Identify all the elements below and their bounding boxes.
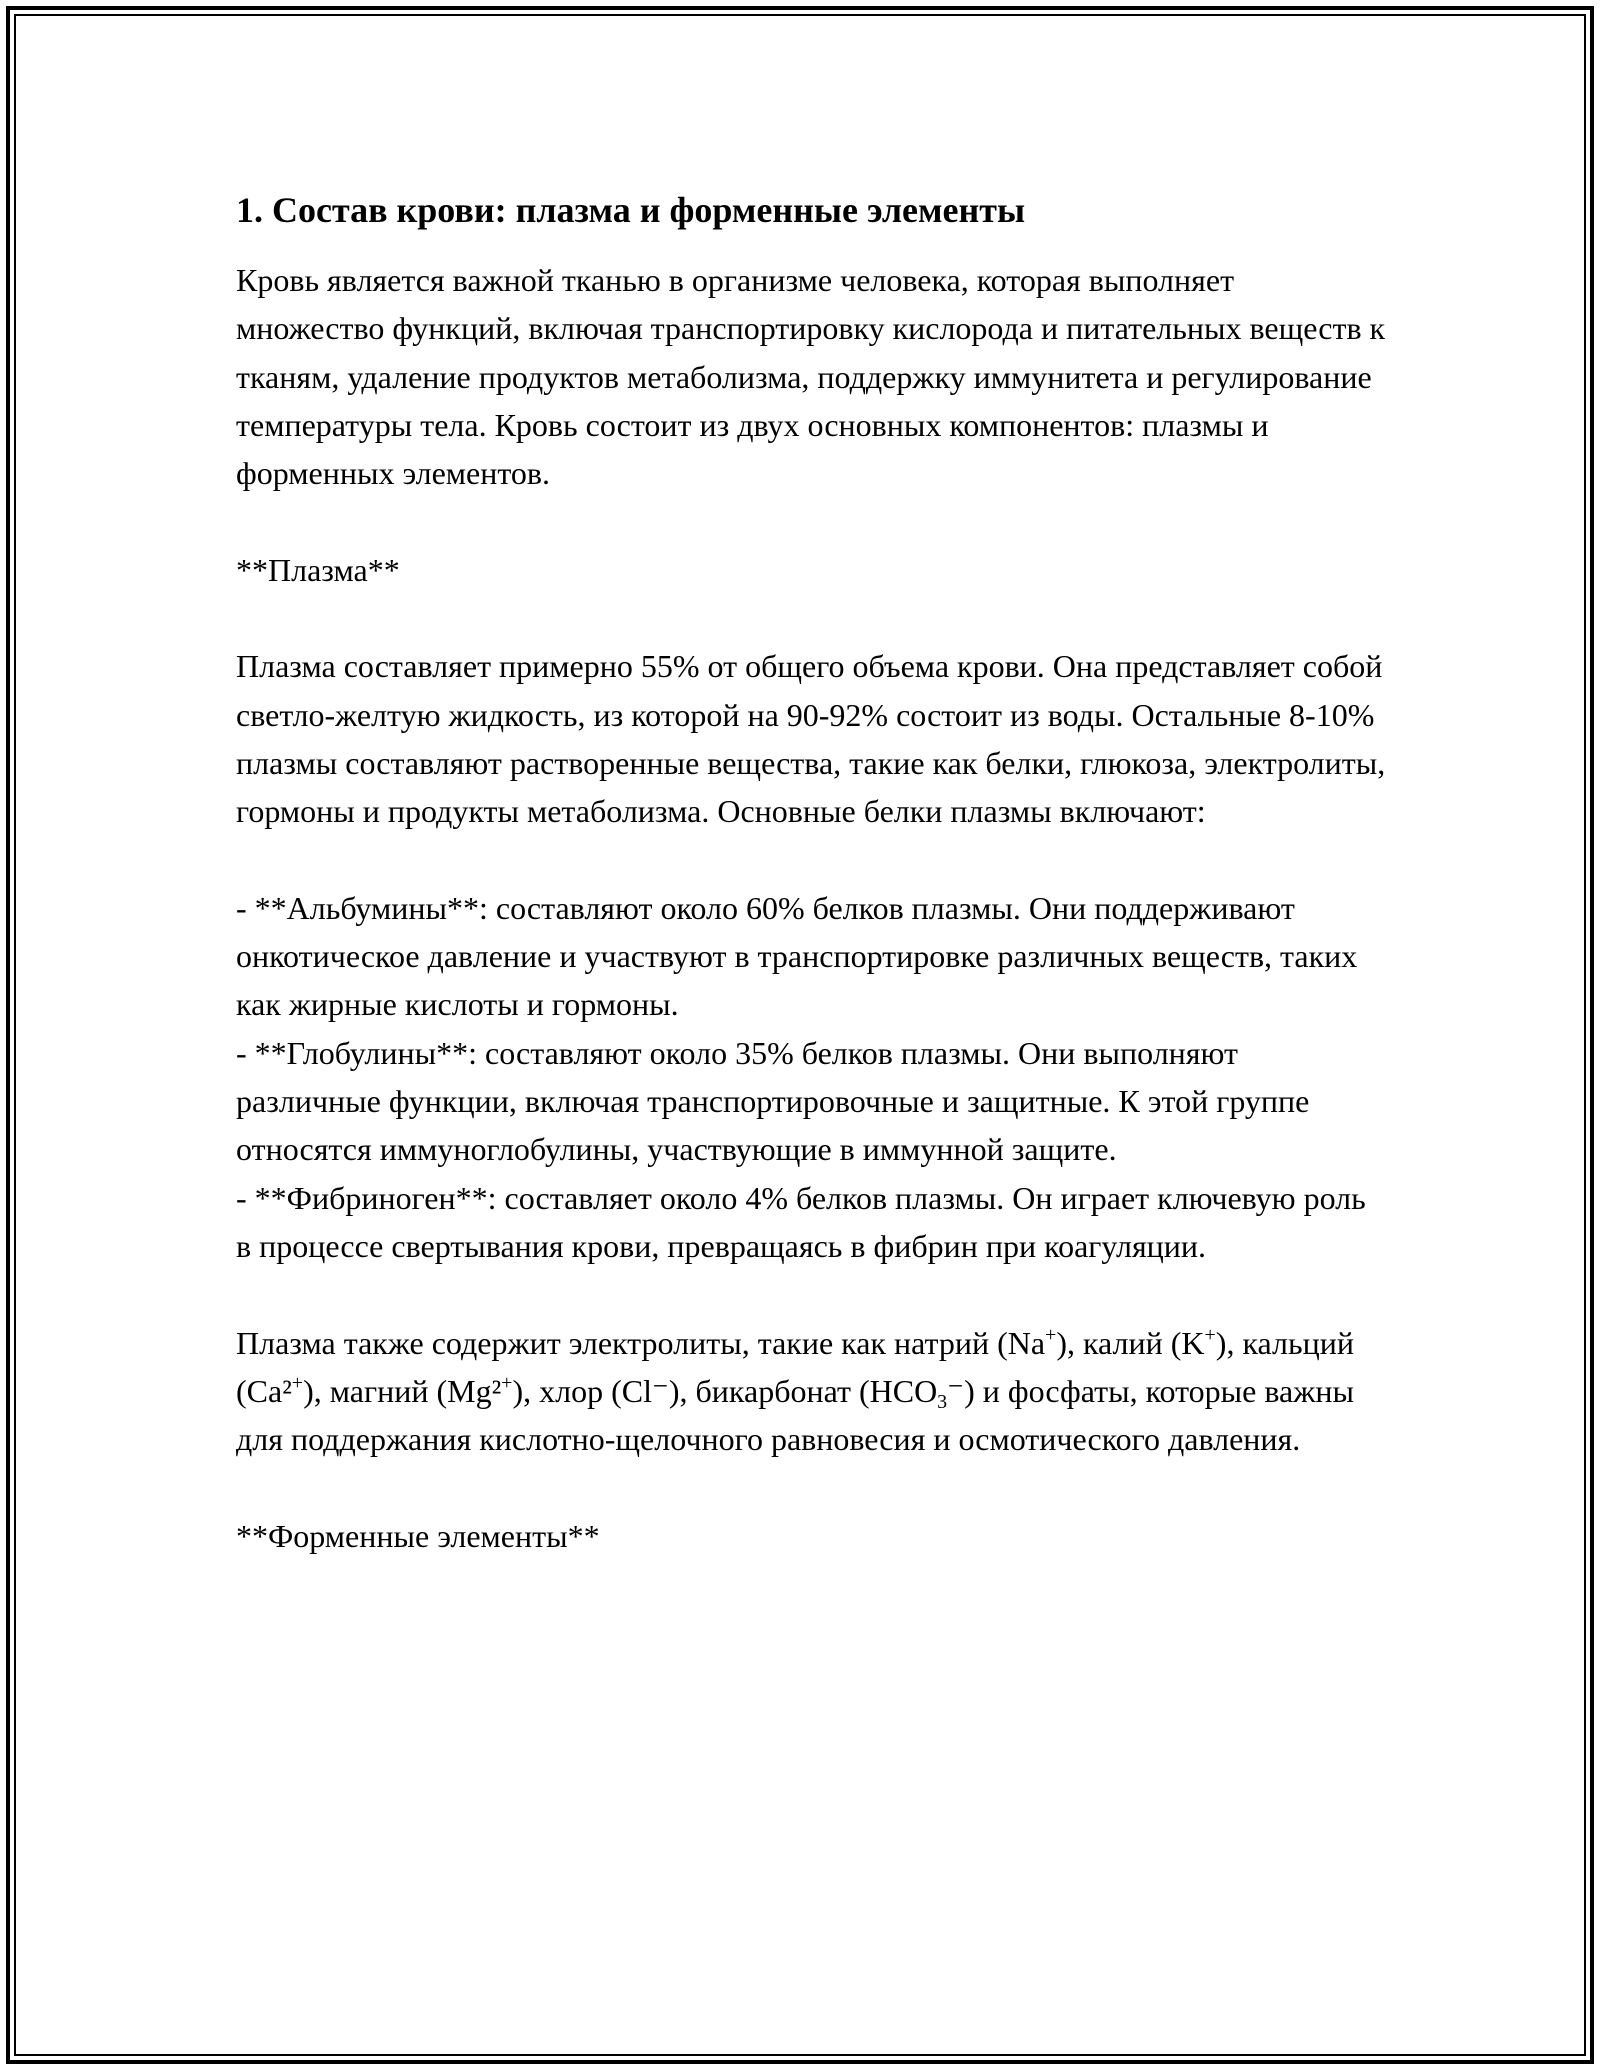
section-heading: 1. Состав крови: плазма и форменные элементы bbox=[236, 190, 1026, 230]
intro-paragraph: Кровь является важной тканью в организме человека, которая выполняет множество функций, включая транспортировку кислорода и питательных веществ к тканям, удаление продуктов метаболизма, поддержку иммунитета и регулирование температуры тела. Кровь состоит из двух основных компонентов: плазмы и форменных элементов. bbox=[236, 262, 1386, 492]
electrolytes-paragraph bbox=[236, 1319, 1386, 1464]
spacer bbox=[236, 1270, 1386, 1318]
electrolytes-text: ), кальций (Ca² bbox=[236, 1324, 1354, 1409]
formed-elements-subheading: **Форменные элементы** bbox=[236, 1517, 600, 1554]
superscript: + bbox=[1045, 1323, 1057, 1346]
superscript: + bbox=[501, 1371, 513, 1394]
plasma-paragraph: Плазма составляет примерно 55% от общего объема крови. Она представляет собой светло-желтую жидкость, из которой на 90-92% состоит из воды. Остальные 8-10% плазмы составляют растворенные вещества, такие как белки, глюкоза, электролиты, гормоны и продукты метаболизма. Основные белки плазмы включают: bbox=[236, 648, 1386, 830]
electrolytes-text: ), хлор (Cl⁻), бикарбонат (HCO bbox=[512, 1372, 938, 1409]
list-item-globulins: - **Глобулины**: составляют около 35% белков плазмы. Они выполняют различные функции, включая транспортировочные и защитные. К этой группе относятся иммуноглобулины, участвующие в иммунной защите. bbox=[236, 1034, 1310, 1168]
spacer bbox=[236, 497, 1386, 545]
spacer bbox=[236, 594, 1386, 642]
superscript: + bbox=[1204, 1323, 1216, 1346]
document-body bbox=[236, 186, 1386, 1560]
list-item-albumins: - **Альбумины**: составляют около 60% белков плазмы. Они поддерживают онкотическое давление и участвуют в транспортировке различных веществ, таких как жирные кислоты и гормоны. bbox=[236, 889, 1358, 1023]
superscript: + bbox=[291, 1371, 304, 1394]
spacer bbox=[236, 836, 1386, 884]
electrolytes-text: ), магний (Mg² bbox=[303, 1372, 502, 1409]
spacer bbox=[236, 1463, 1386, 1511]
electrolytes-text: ) и фосфаты, которые важны для поддержания кислотно-щелочного равновесия и осмотического давления. bbox=[236, 1372, 1354, 1458]
plasma-subheading: **Плазма** bbox=[236, 551, 400, 588]
electrolytes-text: Плазма также содержит электролиты, такие как натрий (Na bbox=[236, 1324, 1046, 1361]
subscript: 3 bbox=[937, 1390, 948, 1413]
electrolytes-text: ⁻ bbox=[947, 1372, 965, 1409]
electrolytes-text: ), калий (K bbox=[1056, 1324, 1205, 1361]
list-item-fibrinogen: - **Фибриноген**: составляет около 4% белков плазмы. Он играет ключевую роль в процессе свертывания крови, превращаясь в фибрин при коагуляции. bbox=[236, 1179, 1366, 1264]
